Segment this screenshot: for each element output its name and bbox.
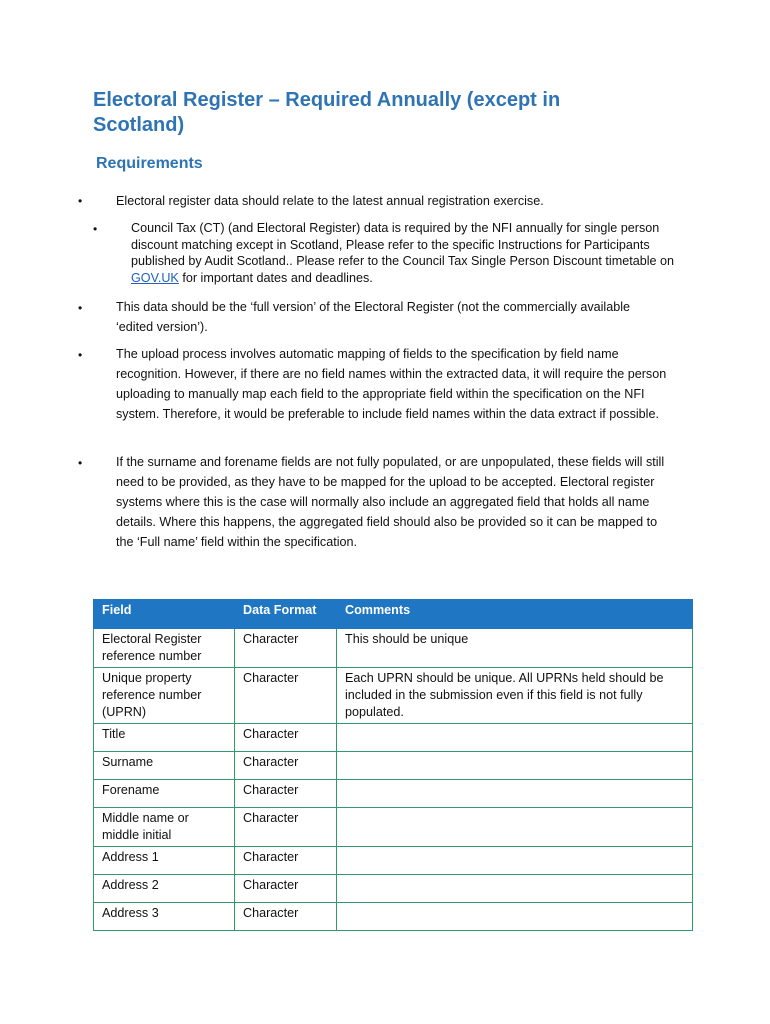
table-row — [94, 629, 693, 668]
cell-comment — [337, 808, 693, 847]
cell-format: Character — [235, 629, 337, 668]
bullet-text-3: The upload process involves automatic mapping of fields to the specification by field name recognition. However, if there are no field names within the extracted data, it will require the person uploading to manually map each field to the appropriate field within the specification on the NFI system. Therefore, it would be preferable to include field names within the data extract if possible. — [116, 347, 667, 421]
sub-bullet-text — [131, 220, 686, 286]
cell-comment — [337, 752, 693, 780]
bullet-marker: • — [78, 301, 83, 315]
cell-field: Address 3 — [94, 903, 235, 931]
cell-format: Character — [235, 780, 337, 808]
cell-format: Character — [235, 668, 337, 724]
cell-comment — [337, 847, 693, 875]
cell-field: Forename — [94, 780, 235, 808]
table-row — [94, 847, 693, 875]
cell-format: Character — [235, 903, 337, 931]
page-title: Electoral Register – Required Annually (except in Scotland) — [93, 89, 561, 136]
cell-field: Surname — [94, 752, 235, 780]
cell-format: Character — [235, 875, 337, 903]
cell-format: Character — [235, 808, 337, 847]
bullet-text-1: Electoral register data should relate to the latest annual registration exercise. — [116, 194, 544, 208]
bullet-marker: • — [78, 456, 83, 470]
bullet-text-2: This data should be the ‘full version’ of the Electoral Register (not the commercially available ‘edited version’). — [116, 300, 631, 334]
cell-field: Title — [94, 724, 235, 752]
table-row — [94, 808, 693, 847]
table-row — [94, 780, 693, 808]
cell-field: Unique property reference number (UPRN) — [94, 668, 235, 724]
table-header-row — [94, 600, 693, 629]
section-heading: Requirements — [96, 155, 203, 172]
bullet-text-4: If the surname and forename fields are not fully populated, or are unpopulated, these fields will still need to be provided, as they have to be mapped for the upload to be accepted. Electoral register systems where this is the case will normally also include an aggregated field that holds all name details. Where this happens, the aggregated field should also be provided so it can be mapped to the ‘Full name’ field within the specification. — [116, 455, 665, 549]
table-row — [94, 668, 693, 724]
cell-comment — [337, 903, 693, 931]
cell-field: Address 2 — [94, 875, 235, 903]
cell-comment — [337, 780, 693, 808]
cell-format: Character — [235, 752, 337, 780]
cell-comment: This should be unique — [337, 629, 693, 668]
header-comments: Comments — [337, 600, 693, 629]
sub-bullet-text-before-link: Council Tax (CT) (and Electoral Register) data is required by the NFI annually for single person discount matching except in Scotland, Please refer to the specific Instructions for Participants published by Audit Scotland.. Please refer to the Council Tax Single Person Discount timetable on — [131, 221, 675, 268]
cell-format: Character — [235, 847, 337, 875]
table-row — [94, 752, 693, 780]
specification-table — [93, 599, 693, 931]
cell-comment — [337, 724, 693, 752]
cell-comment — [337, 875, 693, 903]
cell-field: Middle name or middle initial — [94, 808, 235, 847]
gov-uk-link[interactable]: GOV.UK — [131, 270, 179, 285]
table-row — [94, 903, 693, 931]
header-field: Field — [94, 600, 235, 629]
table-row — [94, 724, 693, 752]
cell-field: Electoral Register reference number — [94, 629, 235, 668]
cell-comment: Each UPRN should be unique. All UPRNs held should be included in the submission even if this field is not fully populated. — [337, 668, 693, 724]
header-data-format: Data Format — [235, 600, 337, 629]
bullet-marker: • — [78, 348, 83, 362]
table-row — [94, 875, 693, 903]
sub-bullet-text-after-link: for important dates and deadlines. — [178, 270, 373, 285]
cell-field: Address 1 — [94, 847, 235, 875]
cell-format: Character — [235, 724, 337, 752]
bullet-marker: • — [78, 194, 83, 208]
bullet-marker: • — [93, 222, 98, 236]
